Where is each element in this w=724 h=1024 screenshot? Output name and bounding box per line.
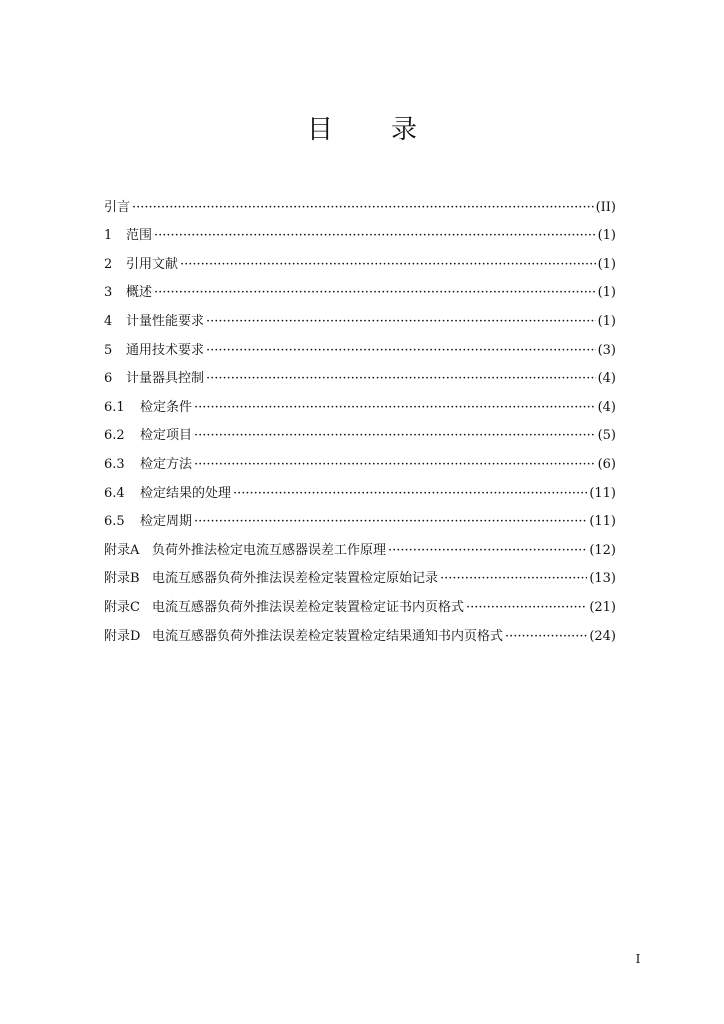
- toc-entry-number: 6.5: [104, 514, 125, 530]
- toc-entry-appendix-b[interactable]: [104, 560, 616, 589]
- toc-entry-page: (24): [589, 628, 616, 644]
- toc-entry-page: (11): [589, 514, 616, 530]
- toc-entry-number: 6.1: [104, 399, 125, 415]
- toc-entry-label: 负荷外推法检定电流互感器误差工作原理: [152, 542, 387, 558]
- toc-entry-page: (6): [597, 456, 616, 472]
- table-of-contents: [104, 188, 616, 646]
- toc-entry-6-2[interactable]: [104, 417, 616, 446]
- toc-entry-appendix-d[interactable]: [104, 617, 616, 646]
- toc-leader: [194, 456, 596, 474]
- toc-leader: [466, 599, 587, 617]
- toc-entry-page: (1): [597, 228, 616, 244]
- toc-entry-label: 检定条件: [140, 399, 193, 415]
- toc-entry-number: 2: [104, 256, 113, 272]
- page-title: 目录: [306, 115, 475, 145]
- toc-leader: [206, 313, 596, 331]
- toc-entry-appendix-a[interactable]: [104, 531, 616, 560]
- toc-entry-number: 3: [104, 285, 113, 301]
- toc-entry-intro[interactable]: [104, 188, 616, 217]
- toc-entry-page: (21): [589, 599, 616, 615]
- toc-entry-label: 检定结果的处理: [140, 485, 232, 501]
- toc-leader: [206, 342, 596, 360]
- toc-entry-6-5[interactable]: [104, 503, 616, 532]
- toc-entry-number: 附录C: [104, 599, 140, 615]
- toc-entry-page: (4): [597, 371, 616, 387]
- toc-entry-6[interactable]: [104, 360, 616, 389]
- toc-leader: [388, 542, 587, 560]
- toc-entry-label: 检定周期: [140, 514, 193, 530]
- toc-leader: [154, 227, 596, 245]
- toc-entry-label: 引言: [104, 199, 131, 215]
- toc-leader: [194, 399, 596, 417]
- toc-entry-page: (1): [597, 285, 616, 301]
- toc-entry-5[interactable]: [104, 331, 616, 360]
- toc-entry-label: 计量器具控制: [126, 371, 205, 387]
- toc-entry-page: (II): [595, 199, 616, 215]
- toc-entry-label: 范围: [126, 228, 153, 244]
- toc-entry-6-3[interactable]: [104, 445, 616, 474]
- toc-leader: [180, 256, 596, 274]
- toc-entry-page: (12): [589, 542, 616, 558]
- toc-leader: [132, 199, 594, 217]
- toc-entry-1[interactable]: [104, 217, 616, 246]
- toc-entry-number: 附录D: [104, 628, 141, 644]
- toc-entry-3[interactable]: [104, 274, 616, 303]
- toc-entry-label: 计量性能要求: [126, 313, 205, 329]
- toc-leader: [505, 628, 587, 646]
- toc-entry-number: 6: [104, 371, 113, 387]
- toc-entry-number: 1: [104, 228, 113, 244]
- toc-leader: [194, 427, 596, 445]
- page-number: I: [635, 952, 641, 966]
- toc-entry-page: (1): [597, 256, 616, 272]
- toc-leader: [233, 485, 587, 503]
- toc-entry-label: 引用文献: [126, 256, 179, 272]
- toc-entry-label: 电流互感器负荷外推法误差检定装置检定结果通知书内页格式: [152, 628, 504, 644]
- toc-entry-label: 概述: [126, 285, 153, 301]
- toc-entry-number: 5: [104, 342, 113, 358]
- toc-entry-label: 电流互感器负荷外推法误差检定装置检定原始记录: [152, 571, 439, 587]
- toc-entry-label: 通用技术要求: [126, 342, 205, 358]
- toc-entry-number: 6.2: [104, 428, 125, 444]
- toc-leader: [154, 284, 596, 302]
- toc-leader: [206, 370, 596, 388]
- toc-entry-label: 检定项目: [140, 428, 193, 444]
- toc-entry-label: 电流互感器负荷外推法误差检定装置检定证书内页格式: [152, 599, 465, 615]
- toc-entry-appendix-c[interactable]: [104, 588, 616, 617]
- toc-entry-page: (4): [597, 399, 616, 415]
- toc-entry-label: 检定方法: [140, 456, 193, 472]
- toc-leader: [440, 570, 587, 588]
- toc-entry-page: (11): [589, 485, 616, 501]
- toc-entry-4[interactable]: [104, 302, 616, 331]
- toc-entry-page: (1): [597, 313, 616, 329]
- toc-leader: [194, 513, 587, 531]
- toc-entry-number: 4: [104, 313, 113, 329]
- toc-entry-2[interactable]: [104, 245, 616, 274]
- toc-entry-page: (3): [597, 342, 616, 358]
- toc-entry-number: 6.3: [104, 456, 125, 472]
- toc-entry-number: 附录A: [104, 542, 140, 558]
- toc-entry-number: 附录B: [104, 571, 140, 587]
- toc-entry-6-1[interactable]: [104, 388, 616, 417]
- toc-entry-page: (13): [589, 571, 616, 587]
- toc-entry-number: 6.4: [104, 485, 125, 501]
- toc-entry-page: (5): [597, 428, 616, 444]
- toc-entry-6-4[interactable]: [104, 474, 616, 503]
